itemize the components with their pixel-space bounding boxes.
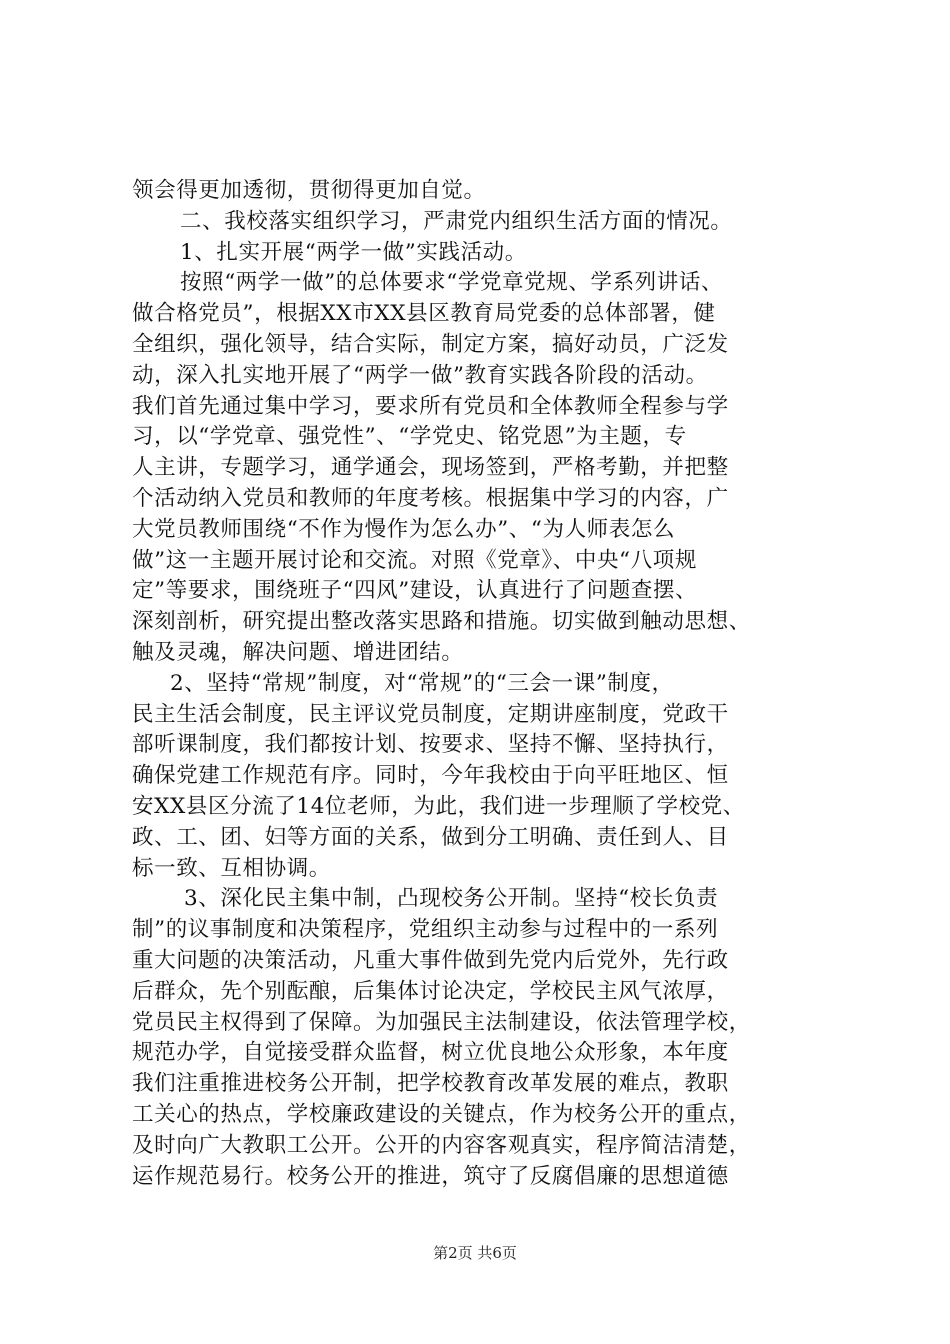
text-line: 运作规范易行。校务公开的推进，筑守了反腐倡廉的思想道德 <box>132 1163 729 1189</box>
text-line: 个活动纳入党员和教师的年度考核。根据集中学习的内容，广 <box>132 485 729 511</box>
text-line: 做合格党员”，根据XX市XX县区教育局党委的总体部署，健 <box>132 301 716 327</box>
text-line: 重大问题的决策活动，凡重大事件做到先党内后党外，先行政 <box>132 947 729 973</box>
paragraph-first-line: 2、坚持“常规”制度，对“常规”的“三会一课”制度， <box>170 670 674 696</box>
text-line: 深刻剖析，研究提出整改落实思路和措施。切实做到触动思想、 <box>132 609 751 635</box>
text-line: 后群众，先个别酝酿，后集体讨论决定，学校民主风气浓厚， <box>132 978 729 1004</box>
text-line: 习，以“学党章、强党性”、“学党史、铭党恩”为主题，专 <box>132 424 687 450</box>
section-heading: 二、我校落实组织学习，严肃党内组织生活方面的情况。 <box>180 208 733 234</box>
text-line: 工关心的热点，学校廉政建设的关键点，作为校务公开的重点， <box>132 1101 751 1127</box>
text-line: 动，深入扎实地开展了“两学一做”教育实践各阶段的活动。 <box>132 362 708 388</box>
text-line: 及时向广大教职工公开。公开的内容客观真实，程序简洁清楚， <box>132 1132 751 1158</box>
paragraph-first-line: 3、深化民主集中制，凸现校务公开制。坚持“校长负责 <box>184 886 719 912</box>
text-line: 定”等要求，围绕班子“四风”建设，认真进行了问题查摆、 <box>132 578 698 604</box>
page-number-footer: 第2页 共6页 <box>433 1244 517 1262</box>
text-line: 部听课制度，我们都按计划、按要求、坚持不懈、坚持执行， <box>132 732 729 758</box>
text-line: 我们注重推进校务公开制，把学校教育改革发展的难点，教职 <box>132 1071 729 1097</box>
text-line: 人主讲，专题学习，通学通会，现场签到，严格考勤，并把整 <box>132 455 729 481</box>
text-line: 政、工、团、妇等方面的关系，做到分工明确、责任到人、目 <box>132 824 729 850</box>
text-line: 做”这一主题开展讨论和交流。对照《党章》、中央“八项规 <box>132 547 697 573</box>
text-line: 触及灵魂，解决问题、增进团结。 <box>132 639 464 665</box>
text-line: 标一致、互相协调。 <box>132 855 331 881</box>
text-line: 领会得更加透彻，贯彻得更加自觉。 <box>132 178 486 203</box>
text-line: 安XX县区分流了14位老师，为此，我们进一步理顺了学校党、 <box>132 793 745 819</box>
text-line: 全组织，强化领导，结合实际，制定方案，搞好动员，广泛发 <box>132 331 729 357</box>
text-line: 我们首先通过集中学习，要求所有党员和全体教师全程参与学 <box>132 393 729 419</box>
text-line: 民主生活会制度，民主评议党员制度，定期讲座制度，党政干 <box>132 701 729 727</box>
text-line: 党员民主权得到了保障。为加强民主法制建设，依法管理学校， <box>132 1009 751 1035</box>
document-body <box>132 176 832 1192</box>
text-line: 制”的议事制度和决策程序，党组织主动参与过程中的一系列 <box>132 917 719 943</box>
text-line: 确保党建工作规范有序。同时，今年我校由于向平旺地区、恒 <box>132 763 729 789</box>
subsection-heading: 1、扎实开展“两学一做”实践活动。 <box>180 239 527 265</box>
text-line: 大党员教师围绕“不作为慢作为怎么办”、“为人师表怎么 <box>132 516 676 542</box>
paragraph-first-line: 按照“两学一做”的总体要求“学党章党规、学系列讲话、 <box>180 270 724 296</box>
text-line: 规范办学，自觉接受群众监督，树立优良地公众形象，本年度 <box>132 1040 729 1066</box>
